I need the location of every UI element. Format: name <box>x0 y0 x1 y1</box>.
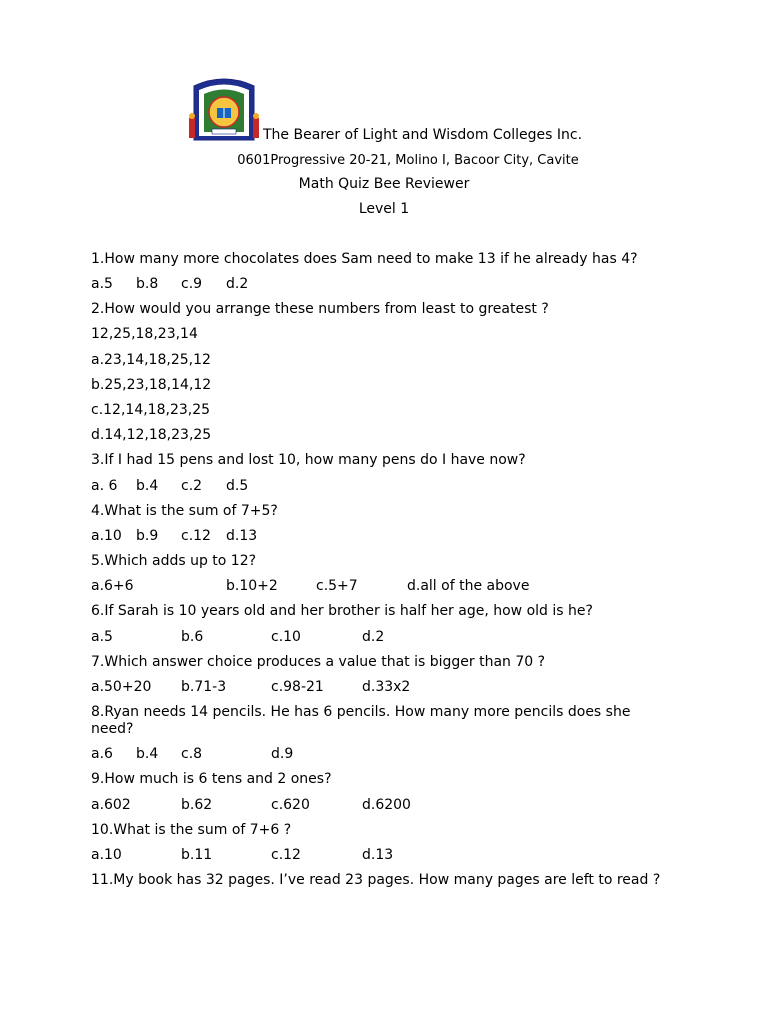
option: c.9 <box>181 276 203 292</box>
level-label: Level 1 <box>358 201 410 217</box>
answer-options <box>91 797 671 822</box>
answer-options <box>91 478 671 503</box>
option: b.4 <box>136 477 159 494</box>
question-text: 3.If I had 15 pens and lost 10, how many pens do I have now? <box>91 452 526 469</box>
school-address: 0601Progressive 20-21, Molino I, Bacoor City, Cavite <box>237 153 579 168</box>
option: c.12,14,18,23,25 <box>91 401 211 418</box>
option: a.5 <box>91 276 113 292</box>
option: d.all of the above <box>407 578 530 595</box>
question-text: 2.How would you arrange these numbers from least to greatest ? <box>91 301 549 318</box>
option: a.6+6 <box>91 578 134 595</box>
option: a.10 <box>91 527 122 544</box>
option: d.13 <box>362 846 394 863</box>
question-text: 7.Which answer choice produces a value that is bigger than 70 ? <box>91 653 546 670</box>
option: a.10 <box>91 846 122 863</box>
option: b.25,23,18,14,12 <box>91 376 212 393</box>
answer-options <box>91 528 671 553</box>
question-text: 6.If Sarah is 10 years old and her brother is half her age, how old is he? <box>91 603 593 620</box>
option: b.8 <box>136 276 159 292</box>
option: c.2 <box>181 477 203 494</box>
answer-options <box>91 578 671 603</box>
option: a. 6 <box>91 477 118 494</box>
option: d.6200 <box>362 796 411 813</box>
option: c.10 <box>271 628 301 645</box>
option: c.12 <box>271 846 301 863</box>
option: b.10+2 <box>226 578 278 595</box>
option: d.14,12,18,23,25 <box>91 427 212 444</box>
option: a.50+20 <box>91 679 152 695</box>
question-list <box>91 251 671 897</box>
question-text: 8.Ryan needs 14 pencils. He has 6 pencils. How many more pencils does she need? <box>91 704 631 738</box>
option: d.33x2 <box>362 679 411 695</box>
answer-options <box>91 847 671 872</box>
option: a.6 <box>91 746 113 763</box>
option: d.13 <box>226 527 258 544</box>
answer-options <box>91 276 671 301</box>
option: c.620 <box>271 796 310 813</box>
answer-options <box>91 629 671 654</box>
option: b.9 <box>136 527 159 544</box>
question-text: 10.What is the sum of 7+6 ? <box>91 821 292 838</box>
option: b.71-3 <box>181 679 227 695</box>
question-text: 4.What is the sum of 7+5? <box>91 502 278 519</box>
school-name: The Bearer of Light and Wisdom Colleges Inc. <box>263 127 583 143</box>
option: b.4 <box>136 746 159 763</box>
question-text: 11.My book has 32 pages. I’ve read 23 pages. How many pages are left to read ? <box>91 872 661 889</box>
option: b.62 <box>181 796 213 813</box>
option: a.602 <box>91 796 131 813</box>
question-text: 9.How much is 6 tens and 2 ones? <box>91 771 332 788</box>
option: c.98-21 <box>271 679 324 695</box>
school-seal-logo <box>188 78 260 142</box>
option: b.6 <box>181 628 204 645</box>
option: d.2 <box>226 276 249 292</box>
option: c.8 <box>181 746 203 763</box>
option: a.5 <box>91 628 113 645</box>
option: b.11 <box>181 846 213 863</box>
option: d.5 <box>226 477 249 494</box>
answer-options <box>91 679 671 704</box>
answer-options <box>91 746 671 771</box>
option: c.12 <box>181 527 211 544</box>
document-title: Math Quiz Bee Reviewer <box>298 176 470 192</box>
option: c.5+7 <box>316 578 358 595</box>
option: d.9 <box>271 746 294 763</box>
option: a.23,14,18,25,12 <box>91 351 211 368</box>
given-numbers: 12,25,18,23,14 <box>91 326 198 343</box>
question-text: 1.How many more chocolates does Sam need to make 13 if he already has 4? <box>91 251 638 267</box>
question-text: 5.Which adds up to 12? <box>91 553 257 570</box>
option: d.2 <box>362 628 385 645</box>
